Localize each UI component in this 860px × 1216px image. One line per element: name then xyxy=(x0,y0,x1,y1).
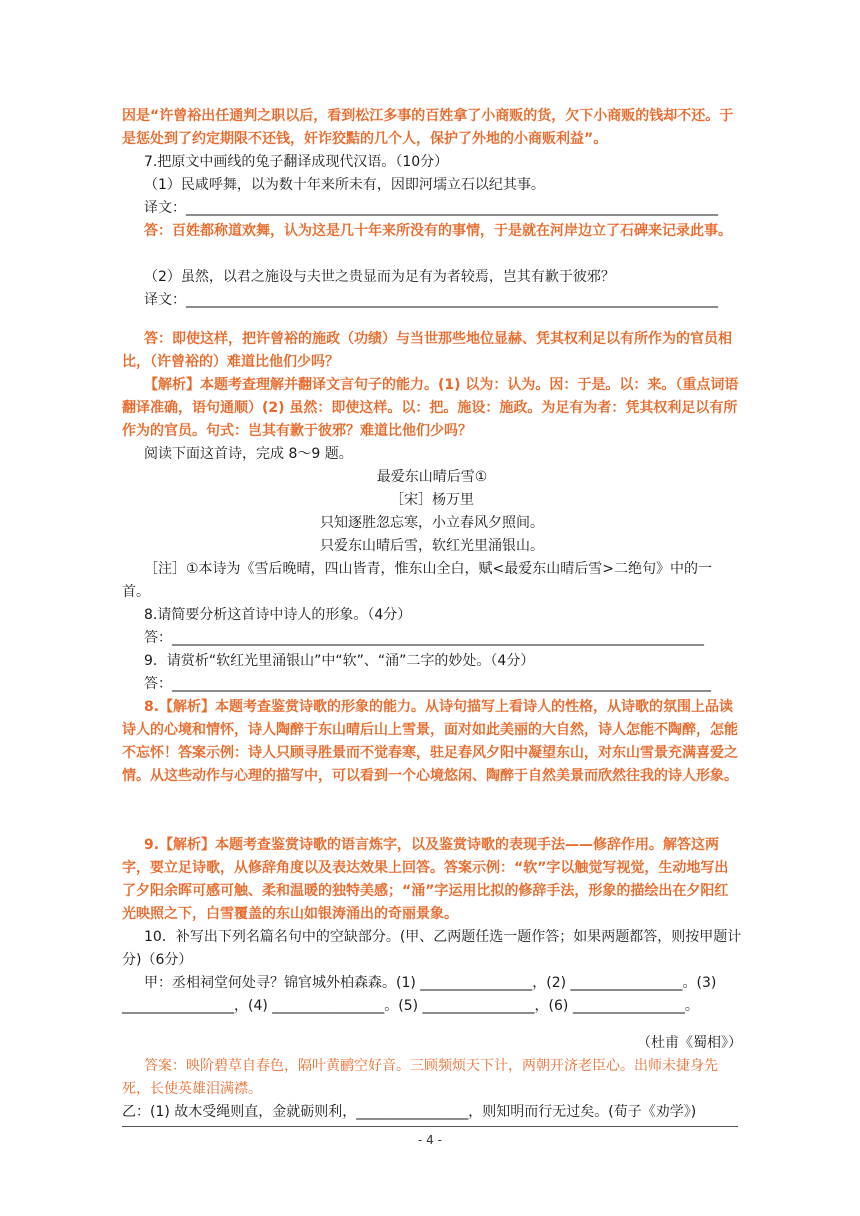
poem-author: ［宋］杨万里 xyxy=(390,492,474,508)
question-7: 7.把原文中画线的兔子翻译成现代汉语。（10分） xyxy=(144,154,449,170)
answer-blank-9: 答：_____________________________________________________________________________ xyxy=(144,676,711,692)
footer-divider xyxy=(122,1126,738,1127)
answer-paragraph: 因是“许曾裕出任通判之职以后，看到松江多事的百姓拿了小商贩的货，欠下小商贩的钱却不还。于是惩处到了约定期限不还钱，奸诈狡黠的几个人，保护了外地的小商贩利益”。 xyxy=(122,108,734,147)
answer-7-2: 答：即使这样，把许曾裕的施政（功绩）与当世那些地位显赫、凭其权利足以有所作为的官员相比，（许曾裕的）难道比他们少吗？ xyxy=(122,331,732,370)
reading-intro: 阅读下面这首诗，完成 8～9 题。 xyxy=(144,446,353,462)
poem-source: （杜甫《蜀相》） xyxy=(637,1035,742,1051)
question-10: 10．补写出下列名篇名句中的空缺部分。(甲、乙两题任选一题作答；如果两题都答，则按甲题计分)（6分） xyxy=(122,929,742,968)
question-8: 8.请简要分析这首诗中诗人的形象。（4分） xyxy=(144,607,412,623)
question-9: 9．请赏析“软红光里涌银山”中“软”、“涌”二字的妙处。（4分） xyxy=(144,653,535,669)
translation-blank-1: 译文：____________________________________________________________________________ xyxy=(144,200,718,216)
page-number: - 4 - xyxy=(418,1133,442,1147)
analysis-8: 8.【解析】本题考查鉴赏诗歌的形象的能力。从诗句描写上看诗人的性格，从诗歌的氛围上品读诗人的心境和情怀，诗人陶醉于东山晴后山上雪景，面对如此美丽的大自然，诗人怎能不陶醉，怎能不忘怀！答案示例：诗人只顾寻胜景而不觉春寒，驻足春风夕阳中凝望东山，对东山雪景充满喜爱之情。从这些动作与心理的描写中，可以看到一个心境悠闲、陶醉于自然美景而欣然往我的诗人形象。 xyxy=(122,699,738,784)
analysis-7: 【解析】本题考查理解并翻译文言句子的能力。(1) 以为：认为。因：于是。以：来。（重点词语翻译准确，语句通顺）(2) 虽然：即使这样。以：把。施设：施政。为足有为者：凭其权利足以有所作为的官员。句式：岂其有歉于彼邪？难道比他们少吗？ xyxy=(122,377,739,439)
poem-title: 最爱东山晴后雪① xyxy=(376,469,488,485)
poem-line-2: 只爱东山晴后雪，软红光里涌银山。 xyxy=(320,538,544,554)
poem-note: ［注］①本诗为《雪后晚晴，四山皆青，惟东山全白，赋<最爱东山晴后雪>二绝句》中的一 首。 xyxy=(122,561,713,600)
question-10-yi: 乙：(1) 故木受绳则直，金就砺则利，________________，则知明而行无过矣。(荀子《劝学》) xyxy=(122,1104,697,1120)
question-7-1: （1）民咸呼舞，以为数十年来所未有，因即河壖立石以纪其事。 xyxy=(144,177,545,193)
answer-10: 答案：映阶碧草自春色，隔叶黄鹂空好音。三顾频烦天下计，两朝开济老臣心。出师未捷身先死，长使英雄泪满襟。 xyxy=(122,1058,718,1097)
answer-blank-8: 答：____________________________________________________________________________ xyxy=(144,630,704,646)
question-7-2: （2）虽然，以君之施设与夫世之贵显而为足有为者较焉，岂其有歉于彼邪？ xyxy=(144,269,615,285)
poem-line-1: 只知逐胜忽忘寒，小立春风夕照间。 xyxy=(320,515,544,531)
analysis-9: 9.【解析】本题考查鉴赏诗歌的语言炼字，以及鉴赏诗歌的表现手法——修辞作用。解答这两字，要立足诗歌，从修辞角度以及表达效果上回答。答案示例：“软”字以触觉写视觉，生动地写出了夕阳余晖可感可触、柔和温暖的独特美感；“涌”字运用比拟的修辞手法，形象的描绘出在夕阳红光映照之下，白雪覆盖的东山如银涛涌出的奇丽景象。 xyxy=(122,837,729,922)
question-10-jia: 甲：丞相祠堂何处寻？锦官城外柏森森。(1) ________________，(2) ________________。(3) ________________，(4) ________________。(5) ________________，(6) ________________。 xyxy=(122,975,717,1014)
translation-blank-2: 译文：____________________________________________________________________________ xyxy=(144,292,718,308)
answer-7-1: 答：百姓都称道欢舞，认为这是几十年来所没有的事情，于是就在河岸边立了石碑来记录此事。 xyxy=(144,223,732,239)
